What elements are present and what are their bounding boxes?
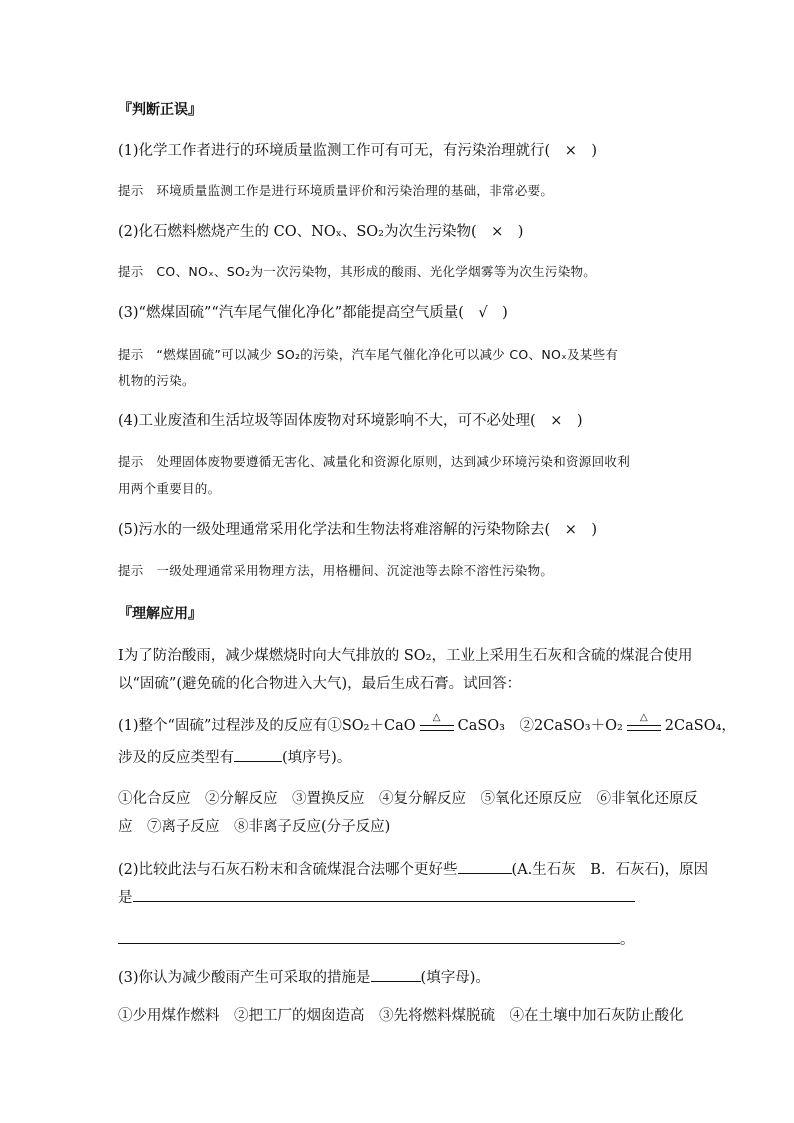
judge-question-4: (4)工业废渣和生活垃圾等固体废物对环境影响不大，可不必处理( × ) [118,413,583,429]
apply-intro-line1: Ⅰ为了防治酸雨，减少煤燃烧时向大气排放的 SO₂，工业上采用生石灰和含硫的煤混合使用 [118,648,693,664]
heat-arrow-1: △ [420,717,454,735]
apply-q2d: 。 [620,932,635,948]
answer-blank-5[interactable] [371,966,421,982]
apply-q3a: (3)你认为减少酸雨产生可采取的措施是 [118,970,371,986]
apply-q2a: (2)比较此法与石灰石粉末和含硫煤混合法哪个更好些 [118,862,458,878]
apply-question-2-reason-cont [118,928,635,950]
apply-q1-prefix: (1)整个“固硫”过程涉及的反应有①SO₂＋CaO [118,718,416,734]
heat-arrow-2: △ [627,717,661,735]
judge-hint-3b: 机物的污染。 [118,373,195,388]
judge-hint-2: 提示 CO、NOₓ、SO₂为一次污染物，其形成的酸雨、光化学烟雾等为次生污染物。 [118,264,597,279]
apply-options-1b: 应 ⑦离子反应 ⑧非离子反应(分子反应) [118,819,391,835]
judge-question-5: (5)污水的一级处理通常采用化学法和生物法将难溶解的污染物除去( × ) [118,522,597,538]
apply-q1-product1: CaSO₃ ②2CaSO₃＋O₂ [457,718,623,734]
apply-q1-product2: 2CaSO₄， [664,718,736,734]
judge-question-2: (2)化石燃料燃烧产生的 CO、NOₓ、SO₂为次生污染物( × ) [118,224,524,240]
judge-hint-3a: 提示 “燃煤固硫”可以减少 SO₂的污染，汽车尾气催化净化可以减少 CO、NOₓ及某些有 [118,347,619,362]
judge-question-1: (1)化学工作者进行的环境质量监测工作可有可无，有污染治理就行( × ) [118,143,597,159]
apply-q1-line2a: 涉及的反应类型有 [118,750,234,766]
section-title-apply: 『理解应用』 [118,606,202,622]
judge-question-3: (3)“燃煤固硫”“汽车尾气催化净化”都能提高空气质量( √ ) [118,305,508,321]
judge-hint-5: 提示 一级处理通常采用物理方法，用格栅间、沉淀池等去除不溶性污染物。 [118,563,554,578]
judge-hint-4b: 用两个重要目的。 [118,481,221,496]
apply-q3b: (填字母)。 [420,970,490,986]
apply-question-2 [118,858,708,880]
apply-intro-line2: 以“固硫”(避免硫的化合物进入大气)，最后生成石膏。试回答： [118,676,522,692]
apply-q2b: (A.生石灰 B．石灰石)，原因 [511,862,709,878]
apply-options-1a: ①化合反应 ②分解反应 ③置换反应 ④复分解反应 ⑤氧化还原反应 ⑥非氧化还原反 [118,791,698,807]
apply-q2c: 是 [118,890,133,906]
apply-question-1 [118,712,736,736]
section-title-judge: 『判断正误』 [118,102,202,118]
judge-hint-4a: 提示 处理固体废物要遵循无害化、减量化和资源化原则，达到减少环境污染和资源回收利 [118,454,631,469]
judge-hint-1: 提示 环境质量监测工作是进行环境质量评价和污染治理的基础，非常必要。 [118,183,554,198]
apply-question-3 [118,966,490,988]
apply-options-3: ①少用煤作燃料 ②把工厂的烟囱造高 ③先将燃料煤脱硫 ④在土壤中加石灰防止酸化 [118,1008,684,1024]
answer-blank-1[interactable] [234,746,282,762]
apply-question-2-reason [118,886,635,908]
answer-blank-4[interactable] [118,928,620,944]
apply-question-1-line2 [118,746,351,768]
apply-q1-line2b: (填序号)。 [282,750,352,766]
answer-blank-2[interactable] [458,858,512,874]
answer-blank-3[interactable] [133,886,635,902]
